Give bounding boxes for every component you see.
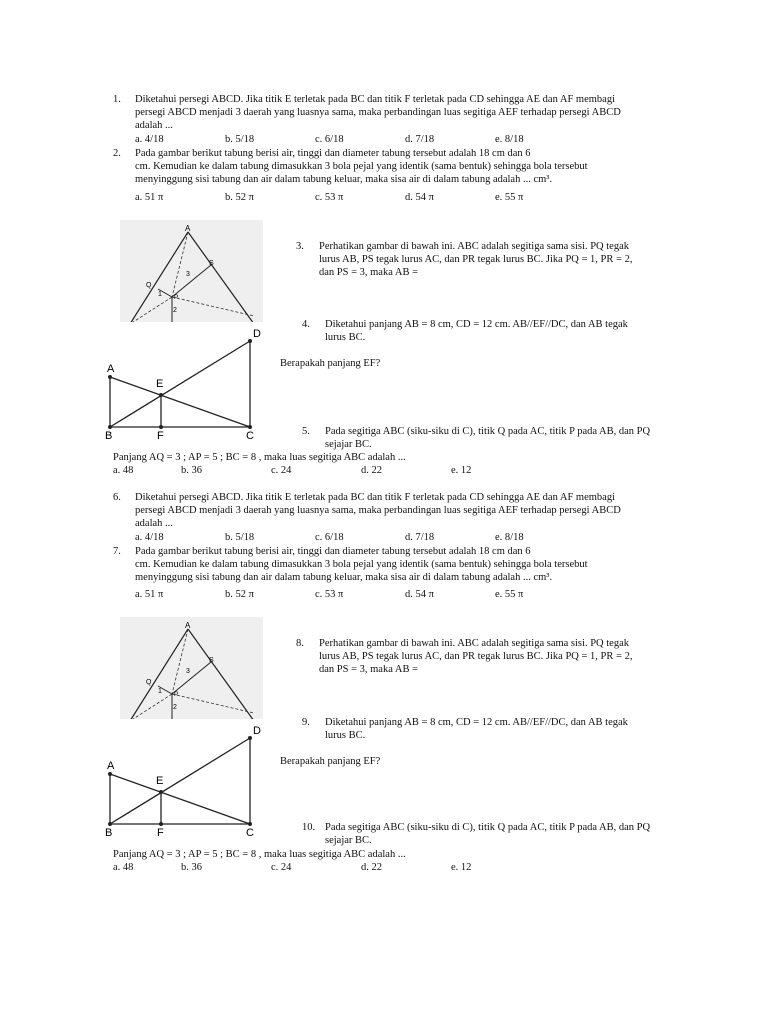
point-b: [108, 822, 112, 826]
question-number: 8.: [296, 638, 304, 649]
figure-background: [120, 617, 263, 721]
question-line: persegi ABCD menjadi 3 daerah yang luasnya sama, maka perbandingan luas segitiga AEF terhadap persegi ABCD: [135, 505, 621, 516]
option-b: b. 52 π: [225, 192, 254, 203]
label-s: S: [209, 657, 214, 664]
question-line: menyinggung sisi tabung dan air dalam tabung keluar, maka sisa air di dalam tabung adalah ... cm³.: [135, 174, 553, 185]
equilateral-triangle-figure: [120, 617, 263, 721]
option-e: e. 8/18: [495, 532, 524, 543]
label-c: C: [246, 430, 254, 440]
point-a: [108, 772, 112, 776]
question-text: [319, 637, 669, 676]
option-b: b. 5/18: [225, 134, 255, 145]
figure-background: [120, 220, 263, 324]
question-line: dan PS = 3, maka AB =: [319, 664, 419, 675]
question-text: [325, 425, 685, 451]
label-f: F: [157, 430, 164, 440]
question-line: Perhatikan gambar di bawah ini. ABC adalah segitiga sama sisi. PQ tegak: [319, 241, 629, 252]
question-line: adalah ...: [135, 120, 173, 131]
question-subtext: Berapakah panjang EF?: [280, 358, 381, 369]
question-text: [135, 93, 678, 132]
option-e: e. 55 π: [495, 589, 524, 600]
question-number: 4.: [302, 319, 310, 330]
question-text: [325, 318, 665, 344]
question-number: 3.: [296, 241, 304, 252]
label-p: P: [174, 691, 179, 698]
label-3: 3: [186, 271, 190, 278]
option-c: c. 6/18: [315, 134, 344, 145]
point-e: [159, 393, 163, 397]
question-number: 10.: [302, 822, 316, 833]
question-number: 6.: [113, 492, 121, 503]
option-d: d. 54 π: [405, 192, 434, 203]
label-2: 2: [173, 704, 177, 711]
point-f: [159, 425, 163, 429]
question-line: Perhatikan gambar di bawah ini. ABC adalah segitiga sama sisi. PQ tegak: [319, 638, 629, 649]
option-a: a. 48: [113, 862, 134, 873]
label-s: S: [209, 260, 214, 267]
question-line: cm. Kemudian ke dalam tabung dimasukkan 3 bola pejal yang identik (sama bentuk) sehingga bola tersebut: [135, 161, 588, 172]
question-text: [135, 545, 655, 584]
question-line: Diketahui panjang AB = 8 cm, CD = 12 cm. AB//EF//DC, dan AB tegak: [325, 717, 628, 728]
label-3: 3: [186, 668, 190, 675]
option-c: c. 24: [271, 465, 292, 476]
question-line: Pada gambar berikut tabung berisi air, tinggi dan diameter tabung tersebut adalah 18 cm dan 6: [135, 546, 531, 557]
option-b: b. 5/18: [225, 532, 255, 543]
question-number: 1.: [113, 94, 121, 105]
question-line: sejajar BC.: [325, 835, 372, 846]
question-line: sejajar BC.: [325, 439, 372, 450]
label-a: A: [185, 621, 191, 630]
question-line: Pada segitiga ABC (siku-siku di C), titik Q pada AC, titik P pada AB, dan PQ: [325, 426, 651, 437]
label-a: A: [185, 224, 191, 233]
question-line: Pada gambar berikut tabung berisi air, tinggi dan diameter tabung tersebut adalah 18 cm dan 6: [135, 148, 531, 159]
point-d: [248, 339, 252, 343]
label-d: D: [253, 725, 261, 737]
question-number: 2.: [113, 148, 121, 159]
question-subtext: Berapakah panjang EF?: [280, 756, 381, 767]
question-line: persegi ABCD menjadi 3 daerah yang luasnya sama, maka perbandingan luas segitiga AEF terhadap persegi ABCD: [135, 107, 621, 118]
option-d: d. 7/18: [405, 134, 435, 145]
label-b: B: [105, 827, 113, 837]
point-c: [248, 822, 252, 826]
question-line: lurus BC.: [325, 332, 366, 343]
question-text: [319, 240, 669, 279]
option-a: a. 48: [113, 465, 134, 476]
option-d: d. 22: [361, 862, 382, 873]
option-e: e. 8/18: [495, 134, 524, 145]
question-subtext: Panjang AQ = 3 ; AP = 5 ; BC = 8 , maka luas segitiga ABC adalah ...: [113, 849, 406, 860]
label-1: 1: [158, 291, 162, 298]
question-line: lurus AB, PS tegak lurus AC, dan PR tegak lurus BC. Jika PQ = 1, PR = 2,: [319, 254, 633, 265]
option-d: d. 54 π: [405, 589, 434, 600]
option-a: a. 51 π: [135, 192, 164, 203]
question-line: menyinggung sisi tabung dan air dalam tabung keluar, maka sisa air di dalam tabung adalah ... cm³.: [135, 572, 553, 583]
label-e: E: [156, 378, 164, 390]
question-line: cm. Kemudian ke dalam tabung dimasukkan 3 bola pejal yang identik (sama bentuk) sehingga bola tersebut: [135, 559, 588, 570]
option-b: b. 36: [181, 862, 202, 873]
question-line: lurus AB, PS tegak lurus AC, dan PR tegak lurus BC. Jika PQ = 1, PR = 2,: [319, 651, 633, 662]
point-b: [108, 425, 112, 429]
option-e: e. 12: [451, 862, 472, 873]
option-b: b. 36: [181, 465, 202, 476]
question-text: [325, 716, 665, 742]
point-d: [248, 736, 252, 740]
question-line: adalah ...: [135, 518, 173, 529]
question-text: [325, 821, 685, 847]
option-a: a. 51 π: [135, 589, 164, 600]
question-line: lurus BC.: [325, 730, 366, 741]
option-b: b. 52 π: [225, 589, 254, 600]
option-c: c. 6/18: [315, 532, 344, 543]
option-e: e. 55 π: [495, 192, 524, 203]
point-e: [159, 790, 163, 794]
point-a: [108, 375, 112, 379]
question-line: Diketahui panjang AB = 8 cm, CD = 12 cm. AB//EF//DC, dan AB tegak: [325, 319, 628, 330]
label-c: C: [246, 827, 254, 837]
equilateral-triangle-figure: [120, 220, 263, 324]
option-a: a. 4/18: [135, 134, 164, 145]
label-a: A: [107, 363, 115, 375]
parallel-lines-figure: [100, 719, 270, 837]
label-d: D: [253, 328, 261, 340]
question-text: [135, 147, 655, 186]
question-number: 9.: [302, 717, 310, 728]
question-text: [135, 491, 678, 530]
label-2: 2: [173, 307, 177, 314]
point-c: [248, 425, 252, 429]
question-number: 7.: [113, 546, 121, 557]
option-e: e. 12: [451, 465, 472, 476]
label-1: 1: [158, 688, 162, 695]
option-d: d. 7/18: [405, 532, 435, 543]
parallel-lines-figure: [100, 322, 270, 440]
question-number: 5.: [302, 426, 310, 437]
question-subtext: Panjang AQ = 3 ; AP = 5 ; BC = 8 , maka luas segitiga ABC adalah ...: [113, 452, 406, 463]
question-line: dan PS = 3, maka AB =: [319, 267, 419, 278]
question-line: Pada segitiga ABC (siku-siku di C), titik Q pada AC, titik P pada AB, dan PQ: [325, 822, 651, 833]
label-e: E: [156, 775, 164, 787]
label-b: B: [105, 430, 113, 440]
option-c: c. 24: [271, 862, 292, 873]
label-q: Q: [146, 282, 152, 289]
label-q: Q: [146, 679, 152, 686]
label-p: P: [174, 294, 179, 301]
option-c: c. 53 π: [315, 192, 344, 203]
option-a: a. 4/18: [135, 532, 164, 543]
label-a: A: [107, 760, 115, 772]
label-f: F: [157, 827, 164, 837]
option-d: d. 22: [361, 465, 382, 476]
point-f: [159, 822, 163, 826]
question-line: Diketahui persegi ABCD. Jika titik E terletak pada BC dan titik F terletak pada CD sehingga AE dan AF membagi: [135, 492, 615, 503]
option-c: c. 53 π: [315, 589, 344, 600]
question-line: Diketahui persegi ABCD. Jika titik E terletak pada BC dan titik F terletak pada CD sehingga AE dan AF membagi: [135, 94, 615, 105]
